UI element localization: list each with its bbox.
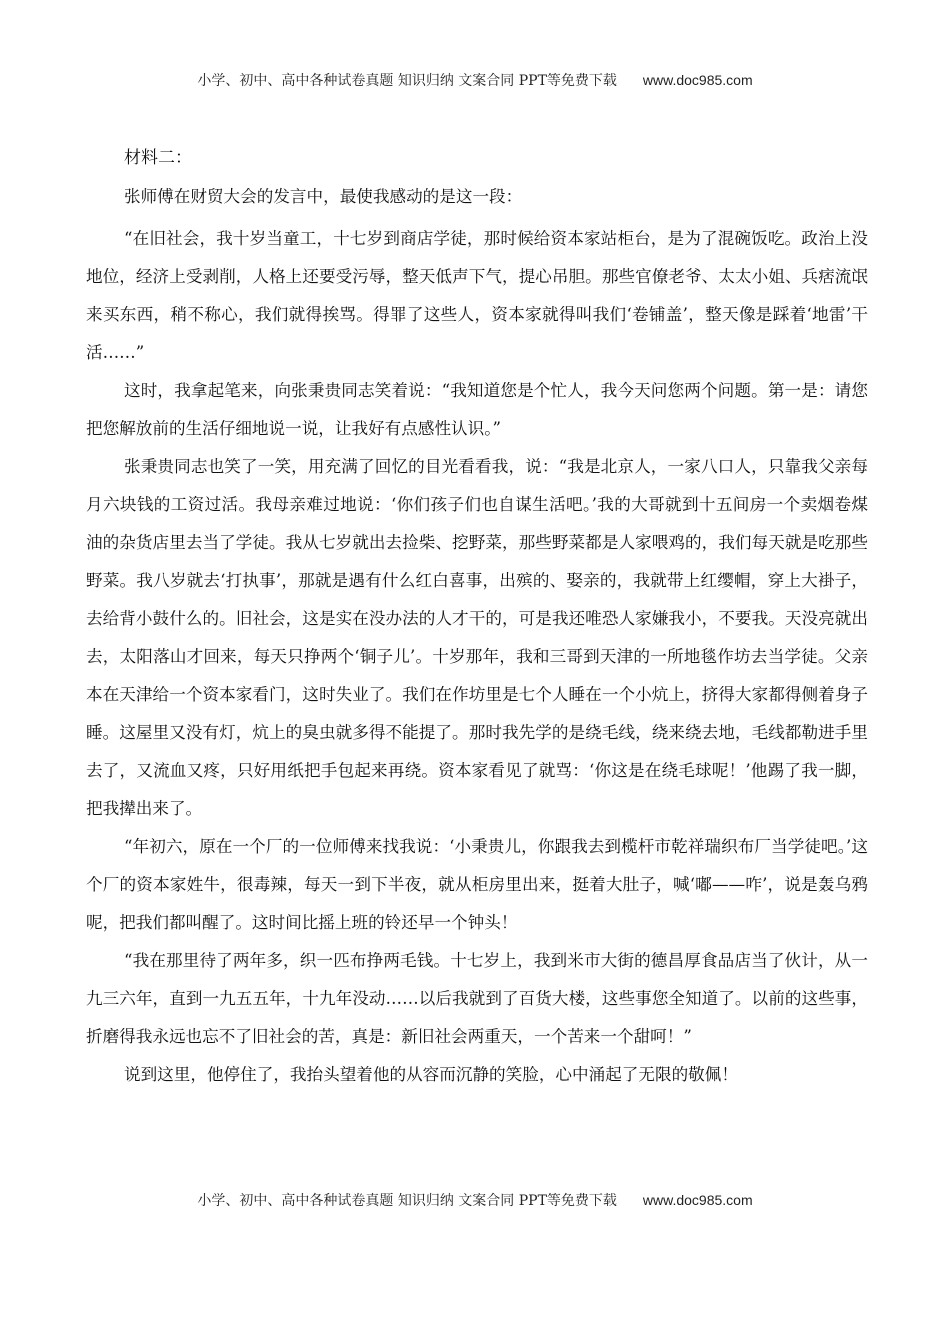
paragraph-weaving-factory: “年初六，原在一个厂的一位师傅来找我说：‘小秉贵儿，你跟我去到榄杆市乾祥瑞织布厂当学徒吧。’这个厂的资本家姓牛，很毒辣，每天一到下半夜，就从柜房里出来，挺着大肚子，喊‘嘟——咋’，说是轰乌鸦呢，把我们都叫醒了。这时间比摇上班的铃还早一个钟头！ <box>86 837 868 932</box>
section-heading: 材料二： <box>124 148 192 168</box>
document-body <box>86 144 868 1094</box>
page-header <box>0 70 950 90</box>
page-footer <box>0 1190 950 1210</box>
paragraph-childhood: 张秉贵同志也笑了一笑，用充满了回忆的目光看看我，说：“我是北京人，一家八口人，只靠我父亲每月六块钱的工资过活。我母亲难过地说：‘你们孩子们也自谋生活吧。’我的大哥就到十五间房一个卖烟卷煤油的杂货店里去当了学徒。我从七岁就出去捡柴、挖野菜，那些野菜都是人家喂鸡的，我们每天就是吃那些野菜。我八岁就去‘打执事’，那就是遇有什么红白喜事，出殡的、娶亲的，我就带上红缨帽，穿上大褂子，去给背小鼓什么的。旧社会，这是实在没办法的人才干的，可是我还唯恐人家嫌我小，不要我。天没亮就出去，太阳落山才回来，每天只挣两个‘铜子儿’。十岁那年，我和三哥到天津的一所地毯作坊去当学徒。父亲本在天津给一个资本家看门，这时失业了。我们在作坊里是七个人睡在一个小炕上，挤得大家都得侧着身子睡。这屋里又没有灯，炕上的臭虫就多得不能提了。那时我先学的是绕毛线，绕来绕去地，毛线都勒进手里去了，又流血又疼，只好用纸把手包起来再绕。资本家看见了就骂：‘你这是在绕毛球呢！’他踢了我一脚，把我撵出来了。 <box>86 457 868 818</box>
paragraph-question: 这时，我拿起笔来，向张秉贵同志笑着说：“我知道您是个忙人，我今天问您两个问题。第一是：请您把您解放前的生活仔细地说一说，让我好有点感性认识。” <box>86 381 868 438</box>
paragraph-conclusion: 说到这里，他停住了，我抬头望着他的从容而沉静的笑脸，心中涌起了无限的敬佩！ <box>124 1065 738 1084</box>
paragraph-department-store: “我在那里待了两年多，织一匹布挣两毛钱。十七岁上，我到米市大街的德昌厚食品店当了伙计，从一九三六年，直到一九五五年，十九年没动……以后我就到了百货大楼，这些事您全知道了。以前的这些事，折磨得我永远也忘不了旧社会的苦，真是：新旧社会两重天，一个苦来一个甜呵！” <box>86 951 868 1046</box>
footer-url[interactable]: www.doc985.com <box>642 1192 753 1208</box>
paragraph-quote-old-society: “在旧社会，我十岁当童工，十七岁到商店学徒，那时候给资本家站柜台，是为了混碗饭吃。政治上没地位，经济上受剥削，人格上还要受污辱，整天低声下气，提心吊胆。那些官僚老爷、太太小姐、兵痞流氓来买东西，稍不称心，我们就得挨骂。得罪了这些人，资本家就得叫我们‘卷铺盖’，整天像是踩着‘地雷’干活……” <box>86 229 868 362</box>
header-url[interactable]: www.doc985.com <box>642 72 753 88</box>
footer-text: 小学、初中、高中各种试卷真题 知识归纳 文案合同 PPT等免费下载 <box>197 1193 617 1209</box>
paragraph-intro: 张师傅在财贸大会的发言中，最使我感动的是这一段： <box>124 187 523 206</box>
header-text: 小学、初中、高中各种试卷真题 知识归纳 文案合同 PPT等免费下载 <box>197 73 617 89</box>
